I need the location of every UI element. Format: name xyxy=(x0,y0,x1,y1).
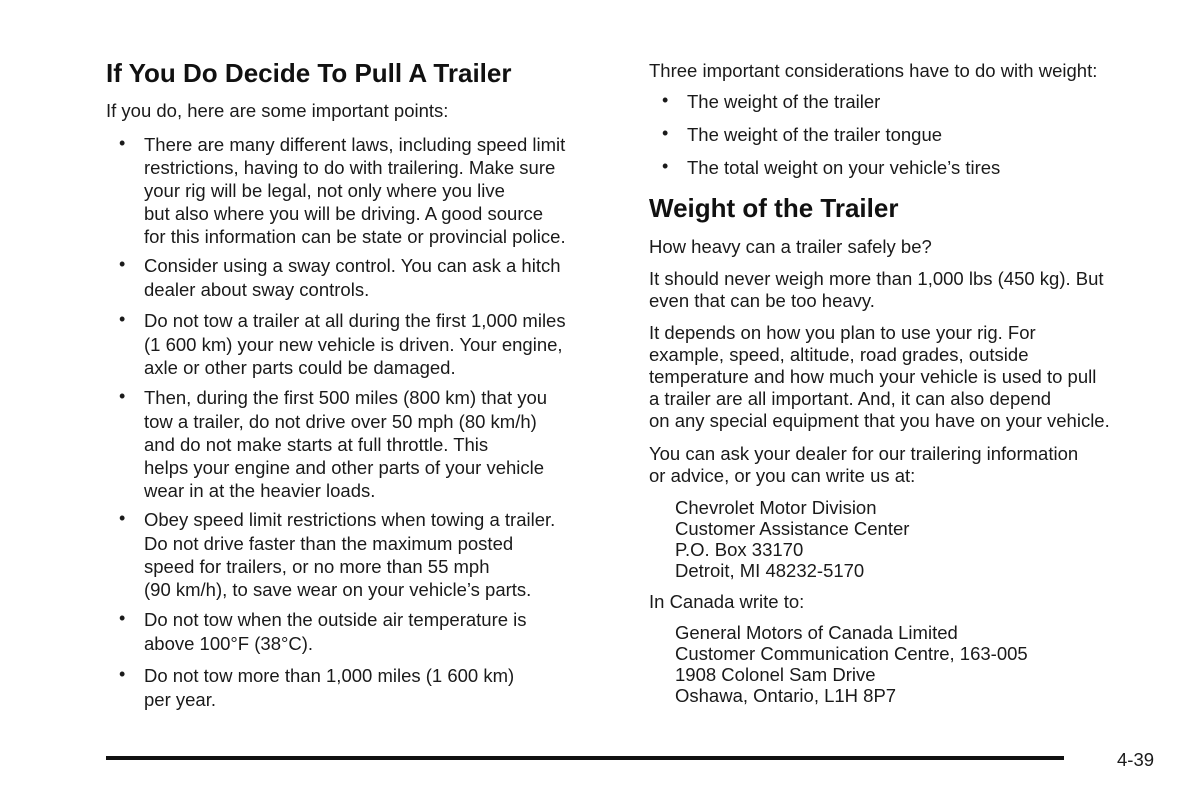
address-line: Chevrolet Motor Division xyxy=(675,497,877,518)
bullet-icon: • xyxy=(119,608,126,628)
bullet-icon: • xyxy=(119,254,126,274)
list-item-line: Do not tow more than 1,000 miles (1 600 km) xyxy=(144,665,515,686)
list-item xyxy=(106,509,664,601)
us-address xyxy=(649,497,1195,581)
address-line: Detroit, MI 48232-5170 xyxy=(675,560,865,581)
list-item-line: The weight of the trailer xyxy=(687,91,881,112)
address-line: P.O. Box 33170 xyxy=(675,539,804,560)
page-number: 4-39 xyxy=(1117,749,1155,770)
address-line: Customer Communication Centre, 163-005 xyxy=(675,643,1028,664)
list-item xyxy=(106,387,664,502)
list-item xyxy=(649,91,1200,113)
list-item-line: above 100°F (38°C). xyxy=(144,633,314,654)
list-item-line: Do not tow a trailer at all during the first 1,000 miles xyxy=(144,310,566,331)
address-line: 1908 Colonel Sam Drive xyxy=(675,664,876,685)
list-item-line: Do not drive faster than the maximum posted xyxy=(144,533,514,554)
list-item-line: Obey speed limit restrictions when towing a trailer. xyxy=(144,509,556,530)
section-heading-weight: Weight of the Trailer xyxy=(649,193,899,223)
list-item xyxy=(106,665,664,711)
list-item-line: your rig will be legal, not only where you live xyxy=(144,180,505,201)
paragraph-line: example, speed, altitude, road grades, outside xyxy=(649,344,1029,365)
paragraph-line: It depends on how you plan to use your rig. For xyxy=(649,322,1036,343)
bullet-icon: • xyxy=(119,508,126,528)
list-item-line: Then, during the first 500 miles (800 km) that you xyxy=(144,387,548,408)
list-item xyxy=(106,134,664,248)
list-item xyxy=(649,124,1200,146)
canada-intro-text: In Canada write to: xyxy=(649,591,805,612)
weight-intro-text: Three important considerations have to do with weight: xyxy=(649,60,1098,81)
canada-address xyxy=(649,622,1195,706)
list-item-line: restrictions, having to do with trailering. Make sure xyxy=(144,157,556,178)
list-item xyxy=(106,609,664,655)
bullet-icon: • xyxy=(119,133,126,153)
address-line: General Motors of Canada Limited xyxy=(675,622,958,643)
list-item-line: but also where you will be driving. A good source xyxy=(144,203,544,224)
list-item-line: wear in at the heavier loads. xyxy=(144,480,376,501)
intro-text: If you do, here are some important points: xyxy=(106,100,449,121)
list-item-line: speed for trailers, or no more than 55 mph xyxy=(144,556,490,577)
list-item-line: Do not tow when the outside air temperature is xyxy=(144,609,527,630)
list-item-line: for this information can be state or provincial police. xyxy=(144,226,566,247)
list-item xyxy=(649,157,1200,179)
list-item-line: and do not make starts at full throttle. This xyxy=(144,434,489,455)
list-item-line: helps your engine and other parts of your vehicle xyxy=(144,457,545,478)
address-line: Customer Assistance Center xyxy=(675,518,910,539)
depends-paragraph xyxy=(649,322,1169,432)
footer-rule xyxy=(106,756,1064,760)
list-item-line: tow a trailer, do not drive over 50 mph (80 km/h) xyxy=(144,411,537,432)
paragraph-line: or advice, or you can write us at: xyxy=(649,465,916,486)
list-item-line: per year. xyxy=(144,689,216,710)
list-item-line: (90 km/h), to save wear on your vehicle’s parts. xyxy=(144,579,532,600)
section-heading-pull-trailer: If You Do Decide To Pull A Trailer xyxy=(106,58,512,88)
bullet-icon: • xyxy=(119,386,126,406)
list-item xyxy=(106,310,664,379)
list-item-line: Consider using a sway control. You can ask a hitch xyxy=(144,255,561,276)
paragraph-line: on any special equipment that you have on your vehicle. xyxy=(649,410,1110,431)
list-item-line: The weight of the trailer tongue xyxy=(687,124,943,145)
question-text: How heavy can a trailer safely be? xyxy=(649,236,932,257)
paragraph-line: temperature and how much your vehicle is used to pull xyxy=(649,366,1097,387)
list-item-line: The total weight on your vehicle’s tires xyxy=(687,157,1001,178)
list-item-line: dealer about sway controls. xyxy=(144,279,370,300)
paragraph-line: even that can be too heavy. xyxy=(649,290,875,311)
paragraph-line: It should never weigh more than 1,000 lbs (450 kg). But xyxy=(649,268,1104,289)
paragraph-line: a trailer are all important. And, it can also depend xyxy=(649,388,1052,409)
bullet-icon: • xyxy=(662,123,669,143)
bullet-icon: • xyxy=(119,309,126,329)
weight-limit-paragraph xyxy=(649,268,1169,312)
bullet-icon: • xyxy=(662,90,669,110)
list-item-line: There are many different laws, including speed limit xyxy=(144,134,566,155)
bullet-icon: • xyxy=(662,156,669,176)
list-item xyxy=(106,255,664,301)
list-item-line: (1 600 km) your new vehicle is driven. Your engine, xyxy=(144,334,563,355)
paragraph-line: You can ask your dealer for our trailering information xyxy=(649,443,1079,464)
address-line: Oshawa, Ontario, L1H 8P7 xyxy=(675,685,897,706)
bullet-icon: • xyxy=(119,664,126,684)
list-item-line: axle or other parts could be damaged. xyxy=(144,357,456,378)
contact-paragraph xyxy=(649,443,1169,487)
